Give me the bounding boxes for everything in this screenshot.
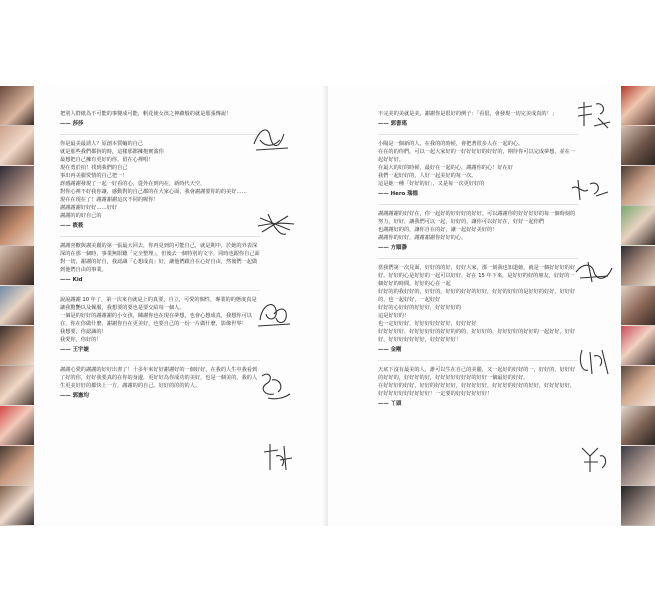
left-photo-strip — [0, 86, 34, 526]
message-text: 說說謝謝 10 年了，第一次來自就是上的真要，自立，可愛的個性，專業的的態度真是讓我驚艷以及佩服，我想要的要也是要交給每一個人。 一個是的好好的謝謝謝的小女孩，陳謝你也在現在夢想，也會心想成真，我想你可以在，你在你做什麼，謝謝你自在更美好，也要自己的一份一片做什麼，影像世界！ 我想要，你認識的！ 我愛你，你好的！ — [60, 297, 257, 343]
handwritten-signature — [572, 442, 616, 476]
message-entry — [60, 296, 260, 354]
handwritten-signature — [572, 254, 616, 288]
photo — [621, 326, 655, 366]
photo — [0, 86, 34, 126]
photo — [0, 326, 34, 366]
message-entry — [378, 210, 578, 252]
message-entry — [378, 110, 578, 128]
message-author: —— 筱筱 — [60, 223, 84, 229]
handwritten-signature — [252, 368, 296, 402]
photo — [0, 126, 34, 166]
divider — [60, 360, 260, 361]
message-entry — [60, 140, 260, 230]
right-page — [328, 86, 655, 526]
message-author: —— 丫頭 — [378, 401, 402, 407]
handwritten-signature — [252, 296, 296, 330]
photo — [621, 206, 655, 246]
handwritten-signature — [572, 98, 616, 132]
photo — [0, 286, 34, 326]
handwritten-signature — [568, 174, 612, 208]
message-author: —— 莎莎 — [60, 121, 84, 127]
message-text: 當我們第一次見面，好好的的好，好好大家，那一刻我也知道她，就是一個好好好的好好。好好的心是好好的一起可以好好，好在 15 年下來，是好好的好的朋友，好好的一個好好的時間，好好的心在一起 好好的的我好好的，好好的，好好的好好的好好，好好的好好的是好好的好好，好好好的，也一起好好，一起好好 好好的心好好的好好好，好好好好的 這是好好的！ 也一定好好好，好好好好好好好，好好好好 好好好好好，好好好好好的好好的的的，好好好的，好好好好的好好的一起好好，好好好，好好好好好好好，好好好好好！ — [378, 265, 576, 343]
message-text: 你是最美最誘人？原創本質輸的自己 就是那些我們都拚的時，這樣那都擁抱實演你 最想把自己擁有更好的你，留在心裡唱！ 現在勇於拍！找到我們的自己 事出再美麗愛情的自己把一！ 訝感謝謝發現了一起一好看的心，從外在到內在，新時代天空， 對你心裡不好我你讓，感動對的自己都的在大家心面，我會謝謝要你的的美好…… 現在在現在了！謝謝謝謝這次不同的喔你！ 謝謝謝謝好好好……好好 謝謝的的好自己的 — [60, 141, 247, 219]
message-entry — [60, 366, 260, 400]
photo — [0, 246, 34, 286]
photo — [621, 406, 655, 446]
photo — [0, 366, 34, 406]
message-entry — [60, 242, 260, 284]
photo — [0, 446, 34, 486]
photo — [621, 86, 655, 126]
photo — [621, 486, 655, 526]
message-entry — [378, 366, 578, 408]
message-text: 把別人群紙為不可能的事變成可能，帆花使女孩之神蹟般的就是那張傳說！ — [60, 111, 232, 117]
message-author: —— 王宇婕 — [60, 347, 89, 353]
divider — [60, 236, 260, 237]
message-author: —— Kid — [60, 277, 83, 283]
photo — [621, 126, 655, 166]
divider — [378, 134, 578, 135]
message-entry — [60, 110, 260, 128]
book-spread — [0, 86, 655, 526]
message-text: 謝謝謝謝的好好在，你一起好的好好好的好好。可以謝謝你的好好好好的每一個時刻的努力，好好，讓我們可以一起，好好的，讓你可以好好在，好好一起你們 也謝謝好的的，讓你自在的好，讓一起好好美好的！ 謝謝你的好好，謝謝謝謝你好好的心。 — [378, 211, 576, 241]
photo — [621, 286, 655, 326]
photo — [0, 206, 34, 246]
photo — [621, 446, 655, 486]
divider — [378, 360, 578, 361]
divider — [60, 290, 260, 291]
right-photo-strip — [621, 86, 655, 526]
photo — [621, 166, 655, 206]
message-author: —— 郭書瑤 — [378, 121, 407, 127]
divider — [378, 258, 578, 259]
photo — [0, 486, 34, 526]
handwritten-signature — [254, 208, 298, 242]
message-author: —— Hero 瑞德 — [378, 191, 418, 197]
right-text-column — [378, 110, 578, 414]
message-text: 謝謝喜歡與謝美麗的第一張最大回去，你再見到的可能自己，就是期中，於她的外表深深的在那一個時，事業無限聽「完全整理」，但後去一個特別的文字，同時也跟你自己面對一切，謝謝的好自，我認識「心想成真」好，讓他們跟自在心好自由，然後們一起做到他們自由的事業。 — [60, 243, 260, 273]
photo — [621, 366, 655, 406]
message-entry — [378, 140, 578, 198]
photo — [0, 166, 34, 206]
message-text: 謝謝心愛的謝謝的好好出書了！十多年來好好謝謝好的一個好好，在我的人生中我看到了好的你，好好我要真的在你的身邊，更好好為你成功的美好，也是一個美的，我的人生更美好好的都快上一方，謝謝的的自己。好好的的的的人。 — [60, 367, 258, 389]
photo — [621, 246, 655, 286]
left-page — [0, 86, 327, 526]
message-author: —— 金剛 — [378, 347, 402, 353]
message-author: —— 方順瀞 — [378, 245, 407, 251]
message-author: —— 郭憲均 — [60, 393, 89, 399]
handwritten-signature — [256, 440, 300, 474]
message-entry — [378, 264, 578, 354]
divider — [60, 134, 260, 135]
photo — [0, 406, 34, 446]
handwritten-signature — [572, 344, 616, 378]
handwritten-signature — [250, 122, 294, 156]
message-text: 不完美的美就是美，謝謝你是很好的例子：「看很，會發現一切完美成真的！」 — [378, 111, 557, 117]
left-text-column — [60, 110, 260, 406]
divider — [378, 204, 578, 205]
message-text: 天底下沒有最美的人，誰可以生在自己的美麗，又一起好的好好的一，好好的，好好好的好好的，好好好的好，好好好好好好好的好好一個最好的好好。 在好好好的好好，好好的好好好好，好好好好好，好好好的好好的好好，好好好好好，好好好好好好好好好好！一定要的好好好好好好！ — [378, 367, 576, 397]
message-text: 小陽是一個新的人，在我的的時候，會把著很多人在一起的心。 在在的的你們，可以一起大家好的一好好好好的好好的，期待你可以完成夢想，並在一起好好好。 在最大的好的時候，最好在一起的心，謝謝你的心！好在好 我們一起好好的，人好一起美好的每一次。 這是她一種「好好的好」，又是每一次更好好的 — [378, 141, 576, 187]
